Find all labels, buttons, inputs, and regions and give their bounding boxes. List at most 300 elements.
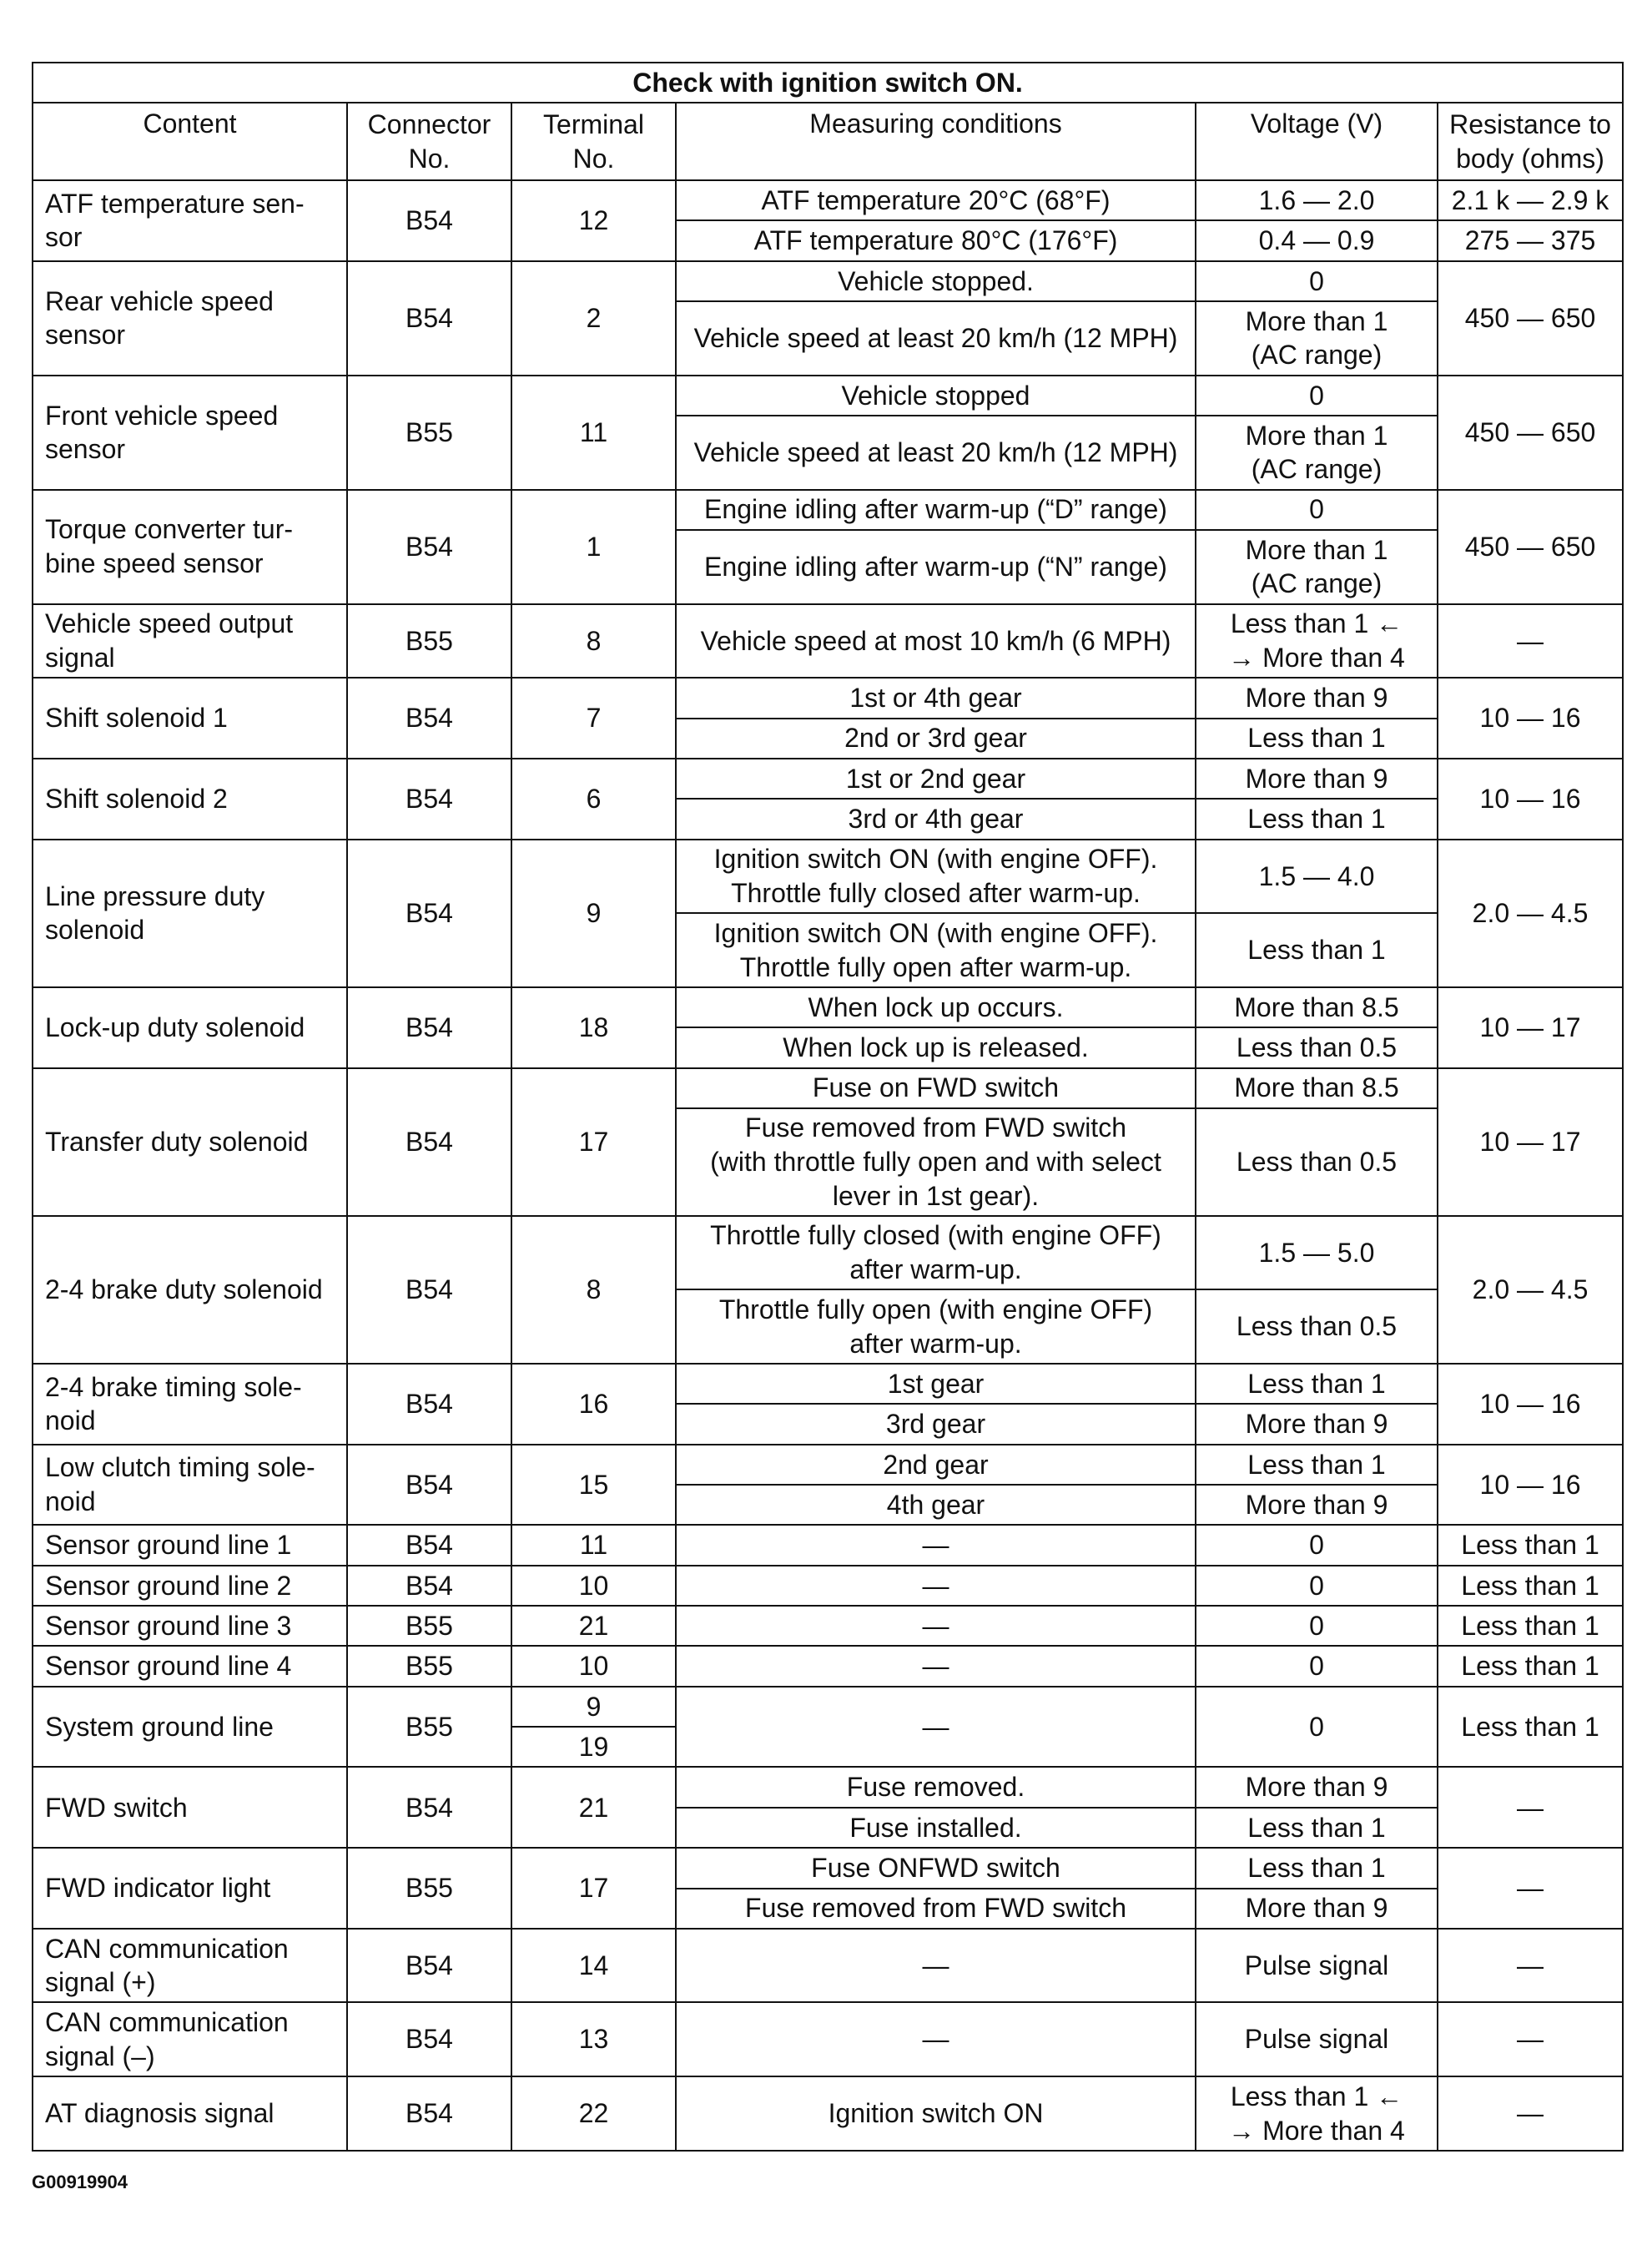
cell-line: — bbox=[1517, 1873, 1544, 1904]
cell-line: Less than 0.5 bbox=[1236, 1147, 1398, 1178]
cell-line: Sensor ground line 1 bbox=[45, 1530, 292, 1561]
voltage-cell bbox=[1196, 759, 1438, 799]
content-cell bbox=[33, 1848, 347, 1929]
cell-line: — bbox=[1517, 2024, 1544, 2055]
cell-line: CAN communication bbox=[45, 1933, 289, 1964]
cell-line: Fuse ONFWD switch bbox=[811, 1853, 1060, 1884]
cell-line: Engine idling after warm-up (“D” range) bbox=[704, 494, 1167, 525]
content-cell bbox=[33, 604, 347, 679]
voltage-cell bbox=[1196, 1889, 1438, 1929]
voltage-cell bbox=[1196, 1216, 1438, 1290]
terminal-cell: 22 bbox=[511, 2076, 676, 2151]
cell-line: 10 — 16 bbox=[1479, 1469, 1581, 1500]
conditions-cell bbox=[676, 799, 1196, 839]
cell-line: 0 bbox=[1309, 1530, 1324, 1561]
header-connector: Connector No. bbox=[347, 103, 511, 180]
voltage-cell bbox=[1196, 1485, 1438, 1525]
connector-cell: B54 bbox=[347, 1767, 511, 1848]
connector-cell: B54 bbox=[347, 1068, 511, 1216]
content-cell bbox=[33, 1929, 347, 2003]
cell-line: Throttle fully open (with engine OFF) bbox=[718, 1294, 1153, 1325]
voltage-cell bbox=[1196, 1848, 1438, 1888]
cell-line: Vehicle stopped. bbox=[838, 265, 1034, 296]
table-row bbox=[33, 1445, 1623, 1485]
content-cell bbox=[33, 1525, 347, 1565]
conditions-cell bbox=[676, 301, 1196, 376]
cell-line: Front vehicle speed bbox=[45, 400, 279, 431]
cell-line: More than 9 bbox=[1245, 1772, 1388, 1803]
cell-line: Less than 1 bbox=[1247, 935, 1386, 966]
cell-line: Vehicle speed at most 10 km/h (6 MPH) bbox=[700, 625, 1171, 656]
cell-line: sor bbox=[45, 222, 83, 253]
cell-line: Throttle fully closed after warm-up. bbox=[731, 877, 1141, 908]
cell-line: Less than 1 bbox=[1461, 1570, 1599, 1601]
cell-line: When lock up is released. bbox=[783, 1032, 1089, 1063]
conditions-cell bbox=[676, 261, 1196, 301]
terminal-cell: 8 bbox=[511, 1216, 676, 1364]
content-cell bbox=[33, 1767, 347, 1848]
voltage-cell bbox=[1196, 1525, 1438, 1565]
conditions-cell bbox=[676, 987, 1196, 1027]
content-cell bbox=[33, 840, 347, 987]
content-cell bbox=[33, 987, 347, 1068]
conditions-cell bbox=[676, 1289, 1196, 1364]
table-row bbox=[33, 1929, 1623, 2003]
cell-line: — bbox=[922, 1950, 949, 1980]
conditions-cell bbox=[676, 840, 1196, 914]
resistance-cell bbox=[1438, 604, 1623, 679]
table-row bbox=[33, 1606, 1623, 1646]
resistance-cell bbox=[1438, 1216, 1623, 1364]
voltage-cell bbox=[1196, 261, 1438, 301]
connector-cell: B55 bbox=[347, 1646, 511, 1686]
cell-line: — bbox=[922, 1711, 949, 1742]
cell-line: When lock up occurs. bbox=[808, 991, 1064, 1022]
cell-line: — bbox=[922, 1651, 949, 1682]
cell-line: (with throttle fully open and with select bbox=[710, 1147, 1161, 1178]
table-title: Check with ignition switch ON. bbox=[33, 63, 1623, 103]
conditions-cell bbox=[676, 1566, 1196, 1606]
cell-line: 10 — 16 bbox=[1479, 1389, 1581, 1420]
cell-line: signal (+) bbox=[45, 1967, 156, 1998]
conditions-cell bbox=[676, 1485, 1196, 1525]
connector-cell: B54 bbox=[347, 2002, 511, 2076]
content-cell bbox=[33, 1566, 347, 1606]
voltage-cell bbox=[1196, 987, 1438, 1027]
terminal-cell: 21 bbox=[511, 1767, 676, 1848]
cell-line: → More than 4 bbox=[1228, 642, 1405, 673]
cell-line: More than 9 bbox=[1245, 1893, 1388, 1924]
content-cell bbox=[33, 1646, 347, 1686]
cell-line: 0 bbox=[1309, 1610, 1324, 1641]
voltage-cell bbox=[1196, 490, 1438, 530]
title-row bbox=[33, 63, 1623, 103]
cell-line: Less than 1 bbox=[1461, 1711, 1599, 1742]
header-content: Content bbox=[33, 103, 347, 180]
cell-line: Vehicle speed at least 20 km/h (12 MPH) bbox=[693, 323, 1178, 354]
resistance-cell bbox=[1438, 261, 1623, 376]
cell-line: Pulse signal bbox=[1244, 1950, 1389, 1980]
cell-line: Less than 1 bbox=[1247, 1853, 1386, 1884]
cell-line: 1st gear bbox=[887, 1368, 985, 1399]
cell-line: Sensor ground line 3 bbox=[45, 1610, 292, 1641]
conditions-cell bbox=[676, 759, 1196, 799]
terminal-cell: 15 bbox=[511, 1445, 676, 1526]
conditions-cell bbox=[676, 719, 1196, 759]
cell-line: 0 bbox=[1309, 380, 1324, 411]
cell-line: sensor bbox=[45, 320, 126, 351]
resistance-cell bbox=[1438, 220, 1623, 260]
cell-line: Engine idling after warm-up (“N” range) bbox=[704, 551, 1167, 582]
conditions-cell bbox=[676, 1525, 1196, 1565]
figure-code: G00919904 bbox=[32, 2172, 128, 2192]
connector-cell: B54 bbox=[347, 1525, 511, 1565]
conditions-cell bbox=[676, 1767, 1196, 1807]
conditions-cell bbox=[676, 2076, 1196, 2151]
voltage-cell bbox=[1196, 2002, 1438, 2076]
cell-line: Lock-up duty solenoid bbox=[45, 1011, 305, 1042]
cell-line: — bbox=[1517, 2098, 1544, 2129]
terminal-cell: 9 bbox=[511, 1687, 676, 1727]
cell-line: More than 8.5 bbox=[1234, 991, 1399, 1022]
cell-line: solenoid bbox=[45, 915, 145, 946]
header-conditions: Measuring conditions bbox=[676, 103, 1196, 180]
cell-line: More than 1 bbox=[1245, 534, 1388, 565]
cell-line: Torque converter tur- bbox=[45, 514, 294, 545]
terminal-cell: 7 bbox=[511, 678, 676, 759]
table-row bbox=[33, 840, 1623, 914]
header-row bbox=[33, 103, 1623, 180]
resistance-cell bbox=[1438, 1687, 1623, 1768]
conditions-cell bbox=[676, 1445, 1196, 1485]
resistance-cell bbox=[1438, 1566, 1623, 1606]
cell-line: Fuse removed from FWD switch bbox=[745, 1893, 1126, 1924]
cell-line: Sensor ground line 4 bbox=[45, 1651, 292, 1682]
cell-line: Less than 1 bbox=[1247, 1449, 1386, 1480]
terminal-cell: 16 bbox=[511, 1364, 676, 1445]
cell-line: sensor bbox=[45, 434, 126, 465]
cell-line: noid bbox=[45, 1486, 96, 1517]
resistance-cell bbox=[1438, 1445, 1623, 1526]
cell-line: FWD indicator light bbox=[45, 1873, 271, 1904]
resistance-cell bbox=[1438, 490, 1623, 604]
cell-line: Throttle fully open after warm-up. bbox=[739, 951, 1132, 982]
cell-line: after warm-up. bbox=[849, 1328, 1022, 1359]
resistance-cell bbox=[1438, 1525, 1623, 1565]
table-row bbox=[33, 1848, 1623, 1888]
cell-line: Less than 1 bbox=[1461, 1530, 1599, 1561]
spec-sheet bbox=[32, 62, 1622, 2152]
content-cell bbox=[33, 759, 347, 840]
terminal-cell: 21 bbox=[511, 1606, 676, 1646]
connector-cell: B54 bbox=[347, 1445, 511, 1526]
cell-line: Rear vehicle speed bbox=[45, 285, 274, 316]
voltage-cell bbox=[1196, 1929, 1438, 2003]
resistance-cell bbox=[1438, 376, 1623, 490]
resistance-cell bbox=[1438, 678, 1623, 759]
table-row bbox=[33, 1687, 1623, 1727]
voltage-cell bbox=[1196, 1445, 1438, 1485]
table-row bbox=[33, 180, 1623, 220]
header-voltage: Voltage (V) bbox=[1196, 103, 1438, 180]
voltage-cell bbox=[1196, 840, 1438, 914]
terminal-cell: 18 bbox=[511, 987, 676, 1068]
connector-cell: B55 bbox=[347, 1687, 511, 1768]
connector-cell: B54 bbox=[347, 1364, 511, 1445]
cell-line: Less than 1 bbox=[1247, 804, 1386, 835]
voltage-cell bbox=[1196, 376, 1438, 416]
terminal-cell: 8 bbox=[511, 604, 676, 679]
cell-line: 10 — 17 bbox=[1479, 1011, 1581, 1042]
cell-line: — bbox=[1517, 625, 1544, 656]
resistance-cell bbox=[1438, 2076, 1623, 2151]
terminal-cell: 10 bbox=[511, 1646, 676, 1686]
terminal-cell: 13 bbox=[511, 2002, 676, 2076]
cell-line: Less than 1 bbox=[1461, 1610, 1599, 1641]
voltage-cell bbox=[1196, 1108, 1438, 1216]
cell-line: ATF temperature 80°C (176°F) bbox=[753, 225, 1118, 256]
voltage-cell bbox=[1196, 1606, 1438, 1646]
cell-line: 450 — 650 bbox=[1464, 302, 1596, 333]
cell-line: Less than 1 bbox=[1461, 1651, 1599, 1682]
connector-cell: B54 bbox=[347, 180, 511, 261]
cell-line: More than 1 bbox=[1245, 305, 1388, 336]
connector-cell: B54 bbox=[347, 1929, 511, 2003]
voltage-cell bbox=[1196, 2076, 1438, 2151]
cell-line: signal (–) bbox=[45, 2041, 155, 2071]
content-cell bbox=[33, 678, 347, 759]
voltage-cell bbox=[1196, 301, 1438, 376]
content-cell bbox=[33, 1216, 347, 1364]
voltage-cell bbox=[1196, 1068, 1438, 1108]
terminal-cell: 9 bbox=[511, 840, 676, 987]
cell-line: ATF temperature sen- bbox=[45, 188, 305, 219]
cell-line: Vehicle speed at least 20 km/h (12 MPH) bbox=[693, 437, 1178, 467]
table-row bbox=[33, 1767, 1623, 1807]
table-row bbox=[33, 759, 1623, 799]
cell-line: Fuse installed. bbox=[849, 1812, 1022, 1843]
terminal-cell: 1 bbox=[511, 490, 676, 604]
cell-line: Low clutch timing sole- bbox=[45, 1452, 315, 1483]
resistance-cell bbox=[1438, 2002, 1623, 2076]
cell-line: lever in 1st gear). bbox=[832, 1180, 1040, 1211]
conditions-cell bbox=[676, 2002, 1196, 2076]
cell-line: 1.6 — 2.0 bbox=[1258, 184, 1375, 215]
cell-line: 2.1 k — 2.9 k bbox=[1451, 184, 1609, 215]
cell-line: Ignition switch ON bbox=[828, 2098, 1044, 2129]
cell-line: 10 — 17 bbox=[1479, 1126, 1581, 1157]
cell-line: (AC range) bbox=[1251, 340, 1383, 371]
terminal-cell: 12 bbox=[511, 180, 676, 261]
content-cell bbox=[33, 376, 347, 490]
voltage-cell bbox=[1196, 1808, 1438, 1848]
cell-line: FWD switch bbox=[45, 1792, 188, 1823]
content-cell bbox=[33, 1606, 347, 1646]
cell-line: 2nd gear bbox=[883, 1449, 989, 1480]
cell-line: 450 — 650 bbox=[1464, 531, 1596, 562]
cell-line: Shift solenoid 1 bbox=[45, 703, 228, 734]
connector-cell: B55 bbox=[347, 604, 511, 679]
cell-line: Ignition switch ON (with engine OFF). bbox=[713, 917, 1158, 948]
cell-line: 0 bbox=[1309, 1711, 1324, 1742]
voltage-cell bbox=[1196, 1364, 1438, 1404]
conditions-cell bbox=[676, 1929, 1196, 2003]
terminal-cell: 2 bbox=[511, 261, 676, 376]
cell-line: → More than 4 bbox=[1228, 2115, 1405, 2146]
voltage-cell bbox=[1196, 416, 1438, 490]
conditions-cell bbox=[676, 1404, 1196, 1444]
cell-line: More than 9 bbox=[1245, 1409, 1388, 1440]
cell-line: Less than 1 ← bbox=[1230, 608, 1403, 639]
voltage-resistance-table bbox=[32, 62, 1624, 2152]
cell-line: More than 9 bbox=[1245, 1489, 1388, 1520]
conditions-cell bbox=[676, 1808, 1196, 1848]
cell-line: Line pressure duty bbox=[45, 880, 265, 911]
cell-line: signal bbox=[45, 642, 115, 673]
voltage-cell bbox=[1196, 678, 1438, 718]
resistance-cell bbox=[1438, 987, 1623, 1068]
table-row bbox=[33, 1566, 1623, 1606]
connector-cell: B55 bbox=[347, 1606, 511, 1646]
cell-line: — bbox=[1517, 1950, 1544, 1980]
cell-line: 4th gear bbox=[886, 1489, 985, 1520]
connector-cell: B55 bbox=[347, 376, 511, 490]
cell-line: AT diagnosis signal bbox=[45, 2098, 274, 2129]
cell-line: CAN communication bbox=[45, 2007, 289, 2038]
resistance-cell bbox=[1438, 759, 1623, 840]
content-cell bbox=[33, 1445, 347, 1526]
resistance-cell bbox=[1438, 1929, 1623, 2003]
connector-cell: B54 bbox=[347, 759, 511, 840]
header-terminal: Terminal No. bbox=[511, 103, 676, 180]
conditions-cell bbox=[676, 416, 1196, 490]
conditions-cell bbox=[676, 678, 1196, 718]
table-row bbox=[33, 1364, 1623, 1404]
cell-line: Vehicle speed output bbox=[45, 608, 294, 639]
content-cell bbox=[33, 2076, 347, 2151]
content-cell bbox=[33, 180, 347, 261]
conditions-cell bbox=[676, 604, 1196, 679]
cell-line: Less than 0.5 bbox=[1236, 1032, 1398, 1063]
cell-line: More than 9 bbox=[1245, 763, 1388, 794]
table-row bbox=[33, 261, 1623, 301]
terminal-cell: 17 bbox=[511, 1068, 676, 1216]
table-row bbox=[33, 490, 1623, 530]
cell-line: More than 9 bbox=[1245, 683, 1388, 714]
cell-line: Ignition switch ON (with engine OFF). bbox=[713, 844, 1158, 875]
cell-line: Fuse removed. bbox=[846, 1772, 1025, 1803]
conditions-cell bbox=[676, 913, 1196, 987]
cell-line: 450 — 650 bbox=[1464, 416, 1596, 447]
voltage-cell bbox=[1196, 604, 1438, 679]
cell-line: 3rd or 4th gear bbox=[848, 804, 1024, 835]
table-row bbox=[33, 1525, 1623, 1565]
resistance-cell bbox=[1438, 1606, 1623, 1646]
table-row bbox=[33, 1216, 1623, 1290]
cell-line: 2.0 — 4.5 bbox=[1472, 897, 1589, 928]
cell-line: Fuse removed from FWD switch bbox=[745, 1112, 1126, 1143]
cell-line: Less than 1 bbox=[1247, 1812, 1386, 1843]
cell-line: Less than 1 bbox=[1247, 723, 1386, 754]
voltage-cell bbox=[1196, 180, 1438, 220]
cell-line: More than 8.5 bbox=[1234, 1072, 1399, 1103]
voltage-cell bbox=[1196, 1566, 1438, 1606]
connector-cell: B54 bbox=[347, 1566, 511, 1606]
cell-line: 10 — 16 bbox=[1479, 783, 1581, 814]
connector-cell: B54 bbox=[347, 840, 511, 987]
conditions-cell bbox=[676, 1027, 1196, 1067]
connector-cell: B54 bbox=[347, 490, 511, 604]
conditions-cell bbox=[676, 530, 1196, 604]
table-row bbox=[33, 604, 1623, 679]
cell-line: 2nd or 3rd gear bbox=[844, 723, 1027, 754]
cell-line: Sensor ground line 2 bbox=[45, 1570, 292, 1601]
cell-line: System ground line bbox=[45, 1711, 274, 1742]
connector-cell: B54 bbox=[347, 987, 511, 1068]
resistance-cell bbox=[1438, 180, 1623, 220]
voltage-cell bbox=[1196, 1404, 1438, 1444]
conditions-cell bbox=[676, 1646, 1196, 1686]
cell-line: Transfer duty solenoid bbox=[45, 1126, 309, 1157]
cell-line: Pulse signal bbox=[1244, 2024, 1389, 2055]
cell-line: 10 — 16 bbox=[1479, 703, 1581, 734]
cell-line: Less than 1 ← bbox=[1230, 2081, 1403, 2111]
cell-line: 1st or 2nd gear bbox=[845, 763, 1026, 794]
conditions-cell bbox=[676, 1216, 1196, 1290]
conditions-cell bbox=[676, 180, 1196, 220]
conditions-cell bbox=[676, 1606, 1196, 1646]
cell-line: 0 bbox=[1309, 494, 1324, 525]
cell-line: (AC range) bbox=[1251, 568, 1383, 599]
cell-line: ATF temperature 20°C (68°F) bbox=[761, 184, 1111, 215]
connector-cell: B54 bbox=[347, 261, 511, 376]
content-cell bbox=[33, 1068, 347, 1216]
cell-line: 0 bbox=[1309, 1570, 1324, 1601]
cell-line: bine speed sensor bbox=[45, 548, 264, 579]
cell-line: after warm-up. bbox=[849, 1254, 1022, 1285]
terminal-cell: 6 bbox=[511, 759, 676, 840]
voltage-cell bbox=[1196, 1289, 1438, 1364]
cell-line: 1.5 — 5.0 bbox=[1258, 1237, 1375, 1268]
resistance-cell bbox=[1438, 1646, 1623, 1686]
conditions-cell bbox=[676, 1848, 1196, 1888]
resistance-cell bbox=[1438, 1848, 1623, 1929]
resistance-cell bbox=[1438, 1068, 1623, 1216]
cell-line: — bbox=[1517, 1792, 1544, 1823]
content-cell bbox=[33, 1687, 347, 1768]
table-row bbox=[33, 678, 1623, 718]
voltage-cell bbox=[1196, 913, 1438, 987]
cell-line: noid bbox=[45, 1405, 96, 1436]
header-resistance: Resistance to body (ohms) bbox=[1438, 103, 1623, 180]
voltage-cell bbox=[1196, 220, 1438, 260]
voltage-cell bbox=[1196, 530, 1438, 604]
table-row bbox=[33, 376, 1623, 416]
cell-line: 0 bbox=[1309, 1651, 1324, 1682]
cell-line: 1st or 4th gear bbox=[849, 683, 1022, 714]
cell-line: — bbox=[922, 2024, 949, 2055]
connector-cell: B54 bbox=[347, 2076, 511, 2151]
cell-line: 3rd gear bbox=[885, 1409, 986, 1440]
cell-line: 0.4 — 0.9 bbox=[1258, 225, 1375, 256]
conditions-cell bbox=[676, 1687, 1196, 1768]
cell-line: Less than 0.5 bbox=[1236, 1311, 1398, 1342]
voltage-cell bbox=[1196, 1646, 1438, 1686]
cell-line: Throttle fully closed (with engine OFF) bbox=[710, 1220, 1161, 1251]
cell-line: Shift solenoid 2 bbox=[45, 783, 228, 814]
voltage-cell bbox=[1196, 1687, 1438, 1768]
cell-line: Less than 1 bbox=[1247, 1368, 1386, 1399]
